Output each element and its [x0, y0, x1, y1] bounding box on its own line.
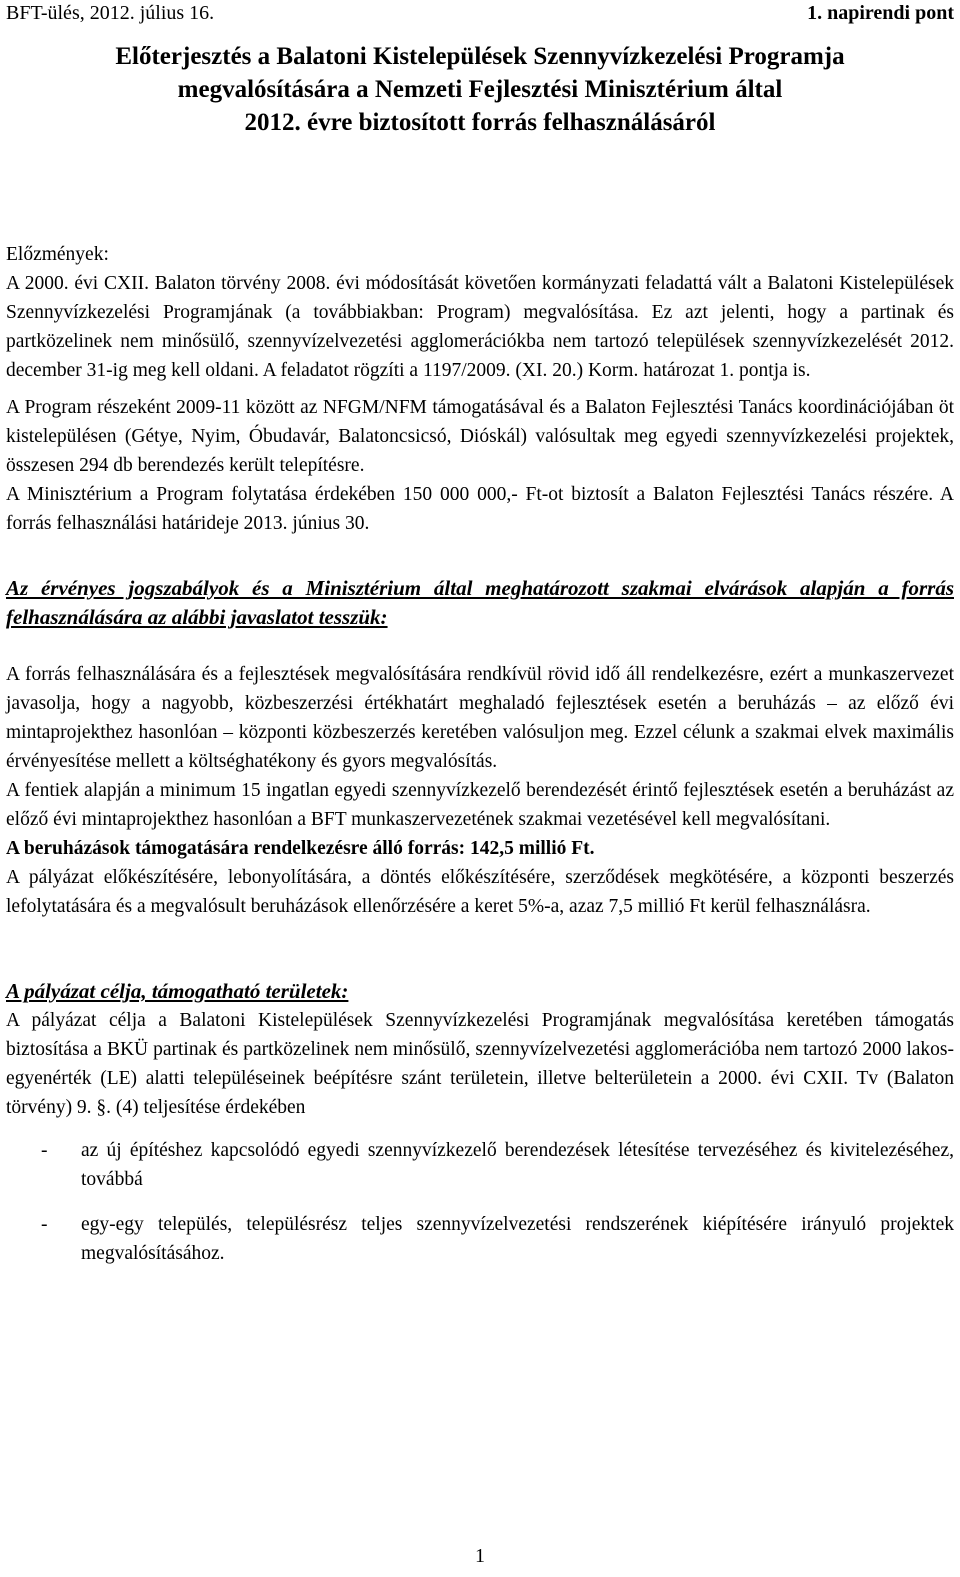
proposal-paragraph-3: A pályázat előkészítésére, lebonyolítására, a döntés előkészítésére, szerződések megkötésére, a központi beszerzés lefolytatására és a megvalósult beruházások ellenőrzésére a keret 5%-a, azaz 7,5 millió Ft kerül felhasználásra.: [6, 867, 954, 917]
page-number: 1: [475, 1545, 485, 1567]
section-goal-title: A pályázat célja, támogatható területek:: [6, 979, 349, 1003]
proposal-paragraph-1: A forrás felhasználására és a fejlesztések megvalósítására rendkívül rövid idő áll rendelkezésre, ezért a munkaszervezet javasolja, hogy a nagyobb, közbeszerzési értékhatárt meghaladó fejlesztések esetén a beruházás – az előző évi mintaprojekthez hasonlóan – központi közbeszerzés keretében valósuljon meg. Ezzel célunk a szakmai elvek maximális érvényesítése mellett a költséghatékony és gyors megvalósítás.: [6, 664, 954, 772]
header-meeting-date: BFT-ülés, 2012. július 16.: [6, 2, 215, 24]
proposal-funding-statement: A beruházások támogatására rendelkezésre álló forrás: 142,5 millió Ft.: [6, 838, 595, 859]
intro-label: Előzmények:: [6, 244, 109, 265]
document-title: [6, 40, 954, 139]
title-line-1: Előterjesztés a Balatoni Kistelepülések Szennyvízkezelési Programja: [115, 43, 845, 70]
intro-paragraph-3: A Minisztérium a Program folytatása érdekében 150 000 000,- Ft-ot biztosít a Balaton Fejlesztési Tanács részére. A forrás felhasználási határideje 2013. június 30.: [6, 484, 954, 534]
section-proposal-title: Az érvényes jogszabályok és a Minisztérium által meghatározott szakmai elvárások alapján a forrás felhasználására az alábbi javaslatot tesszük:: [6, 576, 954, 629]
document-body: [6, 240, 954, 1268]
bullet-dash: -: [41, 1214, 48, 1235]
goal-bullet-item: [6, 1136, 954, 1194]
bullet-dash: -: [41, 1140, 48, 1161]
page-header: [6, 0, 954, 26]
title-line-3: 2012. évre biztosított forrás felhasználásáról: [244, 109, 716, 136]
intro-paragraph-2: A Program részeként 2009-11 között az NFGM/NFM támogatásával és a Balaton Fejlesztési Tanács koordinációjában öt kistelepülésen (Gétye, Nyim, Óbudavár, Balatoncsicsó, Dióskál) valósultak meg egyedi szennyvízkezelési projektek, összesen 294 db berendezés került telepítésre.: [6, 397, 954, 476]
title-line-2: megvalósítására a Nemzeti Fejlesztési Minisztérium által: [177, 76, 783, 103]
goal-bullet-item: [6, 1210, 954, 1268]
header-agenda-item: 1. napirendi pont: [807, 2, 954, 24]
bullet-text: egy-egy település, településrész teljes szennyvízelvezetési rendszerének kiépítésére irányuló projektek megvalósításához.: [81, 1214, 954, 1264]
intro-paragraph-1: A 2000. évi CXII. Balaton törvény 2008. évi módosítását követően kormányzati feladattá vált a Balatoni Kistelepülések Szennyvízkezelési Programjának (a továbbiakban: Program) megvalósítása. Ez azt jelenti, hogy a partinak és partközelinek nem minősülő, szennyvízelvezetési agglomerációkba nem tartozó települések szennyvízkezelését 2012. december 31-ig meg kell oldani. A feladatot rögzíti a 1197/2009. (XI. 20.) Korm. határozat 1. pontja is.: [6, 273, 954, 381]
bullet-text: az új építéshez kapcsolódó egyedi szennyvízkezelő berendezések létesítése tervezéséhez és kivitelezéséhez, továbbá: [81, 1140, 954, 1190]
goal-bullet-list: [6, 1136, 954, 1268]
goal-paragraph-1: A pályázat célja a Balatoni Kistelepülések Szennyvízkezelési Programjának megvalósítása keretében támogatás biztosítása a BKÜ partinak és partközelinek nem minősülő, szennyvízelvezetési agglomerációba nem tartozó 2000 lakos-egyenérték (LE) alatti településeinek beépítésre szánt területein, illetve belterületein a 2000. évi CXII. Tv (Balaton törvény) 9. §. (4) teljesítése érdekében: [6, 1010, 954, 1118]
proposal-paragraph-2: A fentiek alapján a minimum 15 ingatlan egyedi szennyvízkezelő berendezését érintő fejlesztések esetén a beruházást az előző évi mintaprojekthez hasonlóan a BFT munkaszervezetének szakmai vezetésével kell megvalósítani.: [6, 780, 954, 830]
